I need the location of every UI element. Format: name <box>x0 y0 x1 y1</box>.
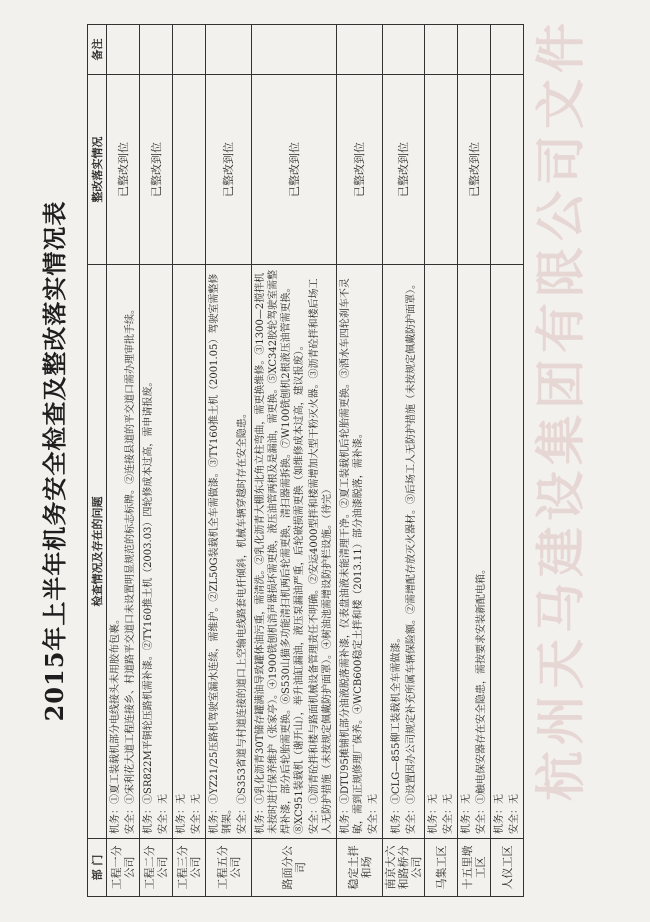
remark-cell <box>491 25 524 75</box>
table-row <box>458 25 491 897</box>
status-cell: 已整改到位 <box>206 75 252 265</box>
issues-cell <box>206 265 252 839</box>
issue-line: 安全：①触电保安器存在安全隐患，需按要求安装新配电箱。 <box>476 564 487 834</box>
issue-line: 机务：①夏工装载机部分电线接头未用胶布包裹。 <box>110 614 121 834</box>
issue-line: 机务：①CLG—855柳工装载机全车需做漆。 <box>390 632 402 834</box>
inspection-table <box>87 24 524 897</box>
issues-cell <box>425 265 458 839</box>
issue-line: 机务：无 <box>428 794 439 834</box>
status-cell <box>425 75 458 265</box>
issue-line: 机务：①YZ21/25压路机驾驶室漏水连续，需维护。②ZL50G装载机全车需做漆。③TY160推土机（2001.05）驾驶室需整修钢架。 <box>209 273 233 834</box>
issue-line: 机务：无 <box>461 794 472 834</box>
header-dept: 部 门 <box>88 839 107 897</box>
remark-cell <box>458 25 491 75</box>
issues-cell <box>458 265 491 839</box>
dept-cell: 路面分公司 <box>252 839 337 897</box>
dept-cell: 稳定土拌和场 <box>337 839 383 897</box>
table-header-row <box>88 25 107 897</box>
status-cell: 已整改到位 <box>337 75 383 265</box>
status-cell <box>491 75 524 265</box>
table-row <box>140 25 173 897</box>
remark-cell <box>107 25 140 75</box>
remark-cell <box>140 25 173 75</box>
issues-cell <box>140 265 173 839</box>
issue-line: 安全：①宋利花大道工程连接乡、村道路平交道口未设置明显规范的标志标牌。②连接县道的平交道口需办理审批手续。 <box>125 304 136 834</box>
status-cell: 已整改到位 <box>140 75 173 265</box>
status-cell: 已整改到位 <box>252 75 337 265</box>
issue-line: 机务：无 <box>494 794 505 834</box>
dept-cell: 马集工区 <box>425 839 458 897</box>
status-cell: 已整改到位 <box>107 75 140 265</box>
rotated-page <box>40 11 605 911</box>
remark-cell <box>206 25 252 75</box>
issues-cell <box>173 265 206 839</box>
issue-line: 安全：①沥青砼拌和楼与路面机械设备管理责任不明确。②安运4000型拌和楼需增加大型干粉灭火器。③沥青砼拌和楼后场工人无防护措施（未按规定佩戴防护面罩）。④树油池需增设防护栏设施。（待完） <box>309 278 333 834</box>
table-row <box>425 25 458 897</box>
issue-line: 安全：无 <box>158 794 169 834</box>
dept-cell: 工程五分公司 <box>206 839 252 897</box>
table-row <box>173 25 206 897</box>
issue-line: 安全：无 <box>368 794 379 834</box>
header-remark: 备注 <box>88 25 107 75</box>
issue-line: 安全：①S353省道与村道连接的道口上空输电线路套电杆倾斜，机械车辆穿越时存在安全隐患。 <box>237 408 248 834</box>
header-status: 整改落实情况 <box>88 75 107 265</box>
dept-cell: 工程一分公司 <box>107 839 140 897</box>
header-issues: 检查情况及存在的问题 <box>88 265 107 839</box>
status-cell: 已整改到位 <box>458 75 491 265</box>
issue-line: 安全：无 <box>509 794 520 834</box>
issue-line: 安全：无 <box>191 794 202 834</box>
table-row <box>252 25 337 897</box>
status-cell <box>173 75 206 265</box>
issues-cell <box>491 265 524 839</box>
dept-cell: 十五里墩工区 <box>458 839 491 897</box>
issues-cell <box>252 265 337 839</box>
remark-cell <box>173 25 206 75</box>
remark-cell <box>383 25 425 75</box>
issue-line: 机务：无 <box>176 794 187 834</box>
remark-cell <box>337 25 383 75</box>
remark-cell <box>252 25 337 75</box>
dept-cell: 工程三分公司 <box>173 839 206 897</box>
issues-cell <box>107 265 140 839</box>
remark-cell <box>425 25 458 75</box>
issue-line: 安全：①设置因办公司规定补充所属车辆保险额。②需增配存放灭火器材。③后场工人无防护措施（未按规定佩戴防护面罩）。 <box>405 279 417 834</box>
issue-line: 机务：①乳化沥青30T储存罐满油导致罐体油污重，需清洗。②乳化沥青大棚东北角立柱弯曲，需更换维修。③1300—2搅拌机未按时进行保养维护（张家亭）。④1900铣刨机消声器损坏需更换，液压油管两根及是漏油，需更换。⑤XC342胶轮驾驶室需整焊补漆，部分后轮胎需更换。⑥S530山猫多功能清扫机两后轮需更换，清扫器需拆换。⑦W100铣刨机2根液压油管需更换。⑧XC951装载机（谢开山），举升油缸漏油，液压泵漏油严重，后轮破损需更换（如维修成本过高，建议报废）。 <box>255 269 305 834</box>
issue-line: 安全：无 <box>443 794 454 834</box>
issue-line: 机务：①SR822M平铜轮压路机需补漆。②TY160推土机（2003.03）四轮修成本过高，需申请报废。 <box>143 376 154 834</box>
dept-cell: 人仪工区 <box>491 839 524 897</box>
issues-cell <box>383 265 425 839</box>
table-row <box>206 25 252 897</box>
issue-line: 机务：①DTU95摊铺机部分油液脱落需补漆，仪表盘油液未能清理干净。②夏工装载机后轮胎需更换。③洒水车四轮刹车不灵敏，需到正规修理厂保养。④WCB600稳定土拌和楼（2013.11）部分油漆脱落，需补漆。 <box>340 278 364 834</box>
table-row <box>337 25 383 897</box>
table-row <box>107 25 140 897</box>
status-cell: 已整改到位 <box>383 75 425 265</box>
dept-cell: 南京大六和路桥分公司 <box>383 839 425 897</box>
watermark: 杭州天马建设集团有限公司文件 <box>532 17 590 801</box>
page-title: 2015年上半年机务安全检查及整改落实情况表 <box>40 200 69 722</box>
dept-cell: 工程二分公司 <box>140 839 173 897</box>
table-row <box>491 25 524 897</box>
table-row <box>383 25 425 897</box>
issues-cell <box>337 265 383 839</box>
